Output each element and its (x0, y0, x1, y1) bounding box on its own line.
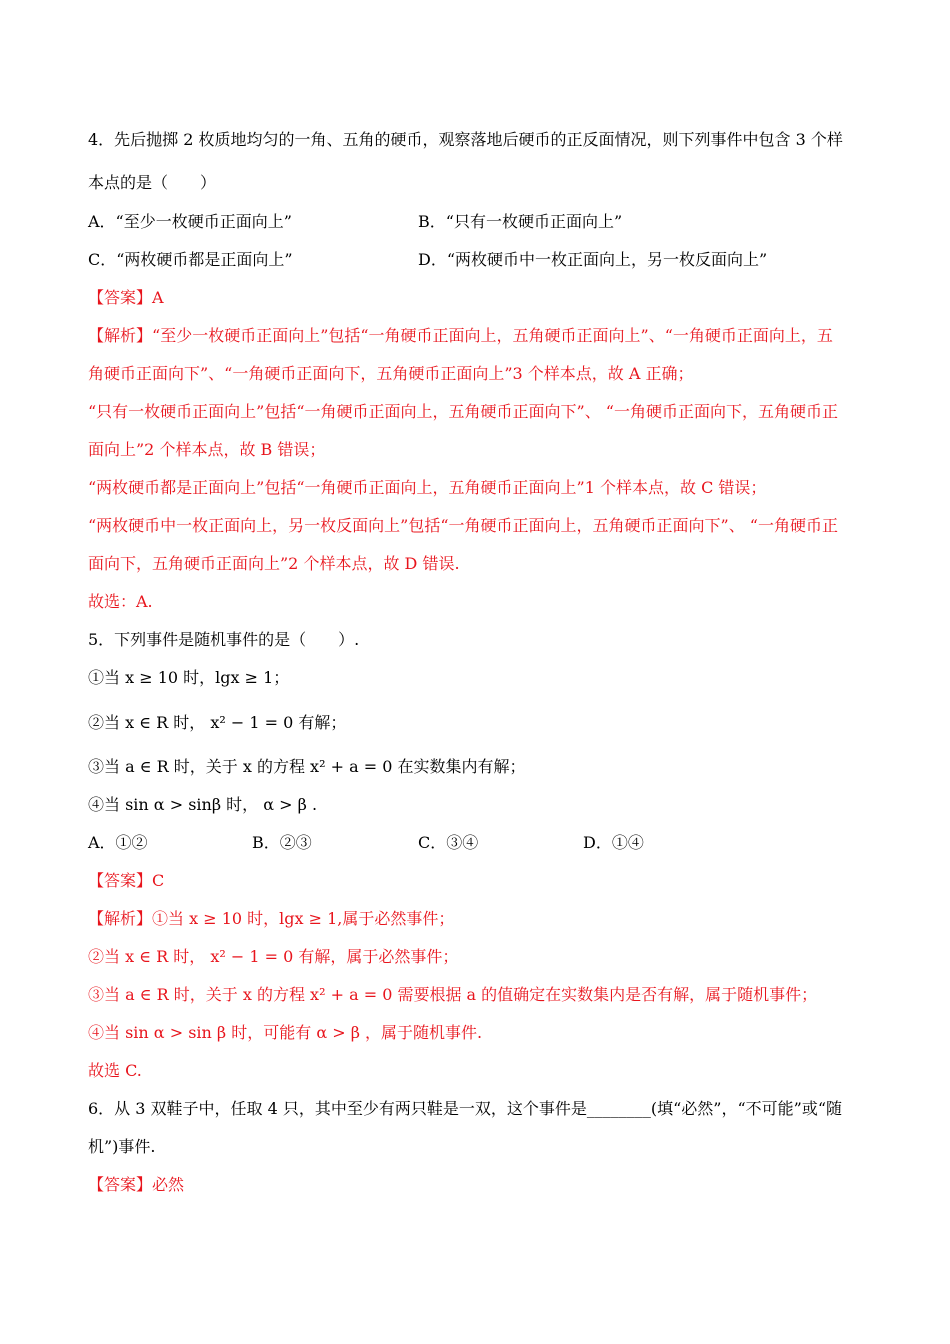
q4-option-b: B．“只有一枚硬币正面向上” (418, 212, 623, 231)
q5-stem: 5．下列事件是随机事件的是（ ）. (88, 630, 360, 649)
q6-stem-line2: 机”)事件. (88, 1137, 156, 1156)
q5-analysis-line: ③当 a ∈ R 时，关于 x 的方程 x² + a = 0 需要根据 a 的值确定在实数集内是否有解，属于随机事件； (88, 985, 818, 1004)
q5-item-2: ②当 x ∈ R 时， x² − 1 = 0 有解； (88, 713, 347, 732)
q4-analysis-line: 面向上”2 个样本点，故 B 错误； (88, 440, 326, 459)
q5-conclusion: 故选 C. (88, 1061, 142, 1080)
q5-option-c: C．③④ (418, 833, 479, 852)
q4-analysis-line (88, 325, 833, 347)
q5-option-b: B．②③ (252, 833, 312, 852)
q5-item-1: ①当 x ≥ 10 时，lgx ≥ 1； (88, 668, 290, 687)
answer-value: 必然 (152, 1175, 185, 1194)
answer-label: 【答案】 (88, 288, 153, 307)
q4-conclusion: 故选：A. (88, 592, 153, 611)
q4-analysis-line: “两枚硬币都是正面向上”包括“一角硬币正面向上，五角硬币正面向上”1 个样本点，故 C 错误； (88, 478, 767, 497)
q5-analysis-line: ②当 x ∈ R 时， x² − 1 = 0 有解，属于必然事件； (88, 947, 459, 966)
q4-analysis-line: “两枚硬币中一枚正面向上，另一枚反面向上”包括“一角硬币正面向上，五角硬币正面向下”、 “一角硬币正 (88, 516, 838, 535)
q4-option-d: D．“两枚硬币中一枚正面向上，另一枚反面向上” (418, 250, 768, 269)
q4-answer (88, 287, 164, 309)
answer-label: 【答案】 (88, 871, 153, 890)
q4-option-c: C．“两枚硬币都是正面向上” (88, 250, 293, 269)
q5-answer (88, 870, 164, 892)
q4-option-a: A．“至少一枚硬币正面向上” (88, 212, 292, 231)
analysis-text: “至少一枚硬币正面向上”包括“一角硬币正面向上，五角硬币正面向上”、“一角硬币正面向上，五 (152, 326, 833, 345)
q5-option-a: A．①② (88, 833, 148, 852)
q5-item-3: ③当 a ∈ R 时，关于 x 的方程 x² + a = 0 在实数集内有解； (88, 757, 526, 776)
q5-option-d: D．①④ (583, 833, 644, 852)
q4-analysis-line: 面向下，五角硬币正面向上”2 个样本点，故 D 错误. (88, 554, 460, 573)
q6-stem-line1: 6．从 3 双鞋子中，任取 4 只，其中至少有两只鞋是一双，这个事件是________(填“必然”，“不可能”或“随 (88, 1099, 843, 1118)
analysis-label: 【解析】 (88, 326, 153, 345)
analysis-label: 【解析】 (88, 909, 153, 928)
q4-stem-line1: 4．先后抛掷 2 枚质地均匀的一角、五角的硬币，观察落地后硬币的正反面情况，则下列事件中包含 3 个样 (88, 130, 843, 149)
answer-value: A (152, 288, 164, 307)
q4-analysis-line: “只有一枚硬币正面向上”包括“一角硬币正面向上，五角硬币正面向下”、 “一角硬币正面向下，五角硬币正 (88, 402, 838, 421)
q5-analysis-line (88, 908, 454, 930)
q5-item-4: ④当 sin α > sinβ 时， α > β . (88, 795, 318, 814)
q5-analysis-line: ④当 sin α > sin β 时，可能有 α > β ，属于随机事件. (88, 1023, 483, 1042)
analysis-text: ①当 x ≥ 10 时，lgx ≥ 1,属于必然事件； (152, 909, 455, 928)
q4-stem-line2: 本点的是（ ） (88, 173, 217, 192)
answer-value: C (152, 871, 165, 890)
q6-answer (88, 1174, 184, 1196)
q4-analysis-line: 角硬币正面向下”、“一角硬币正面向下，五角硬币正面向上”3 个样本点，故 A 正确； (88, 364, 694, 383)
answer-label: 【答案】 (88, 1175, 153, 1194)
